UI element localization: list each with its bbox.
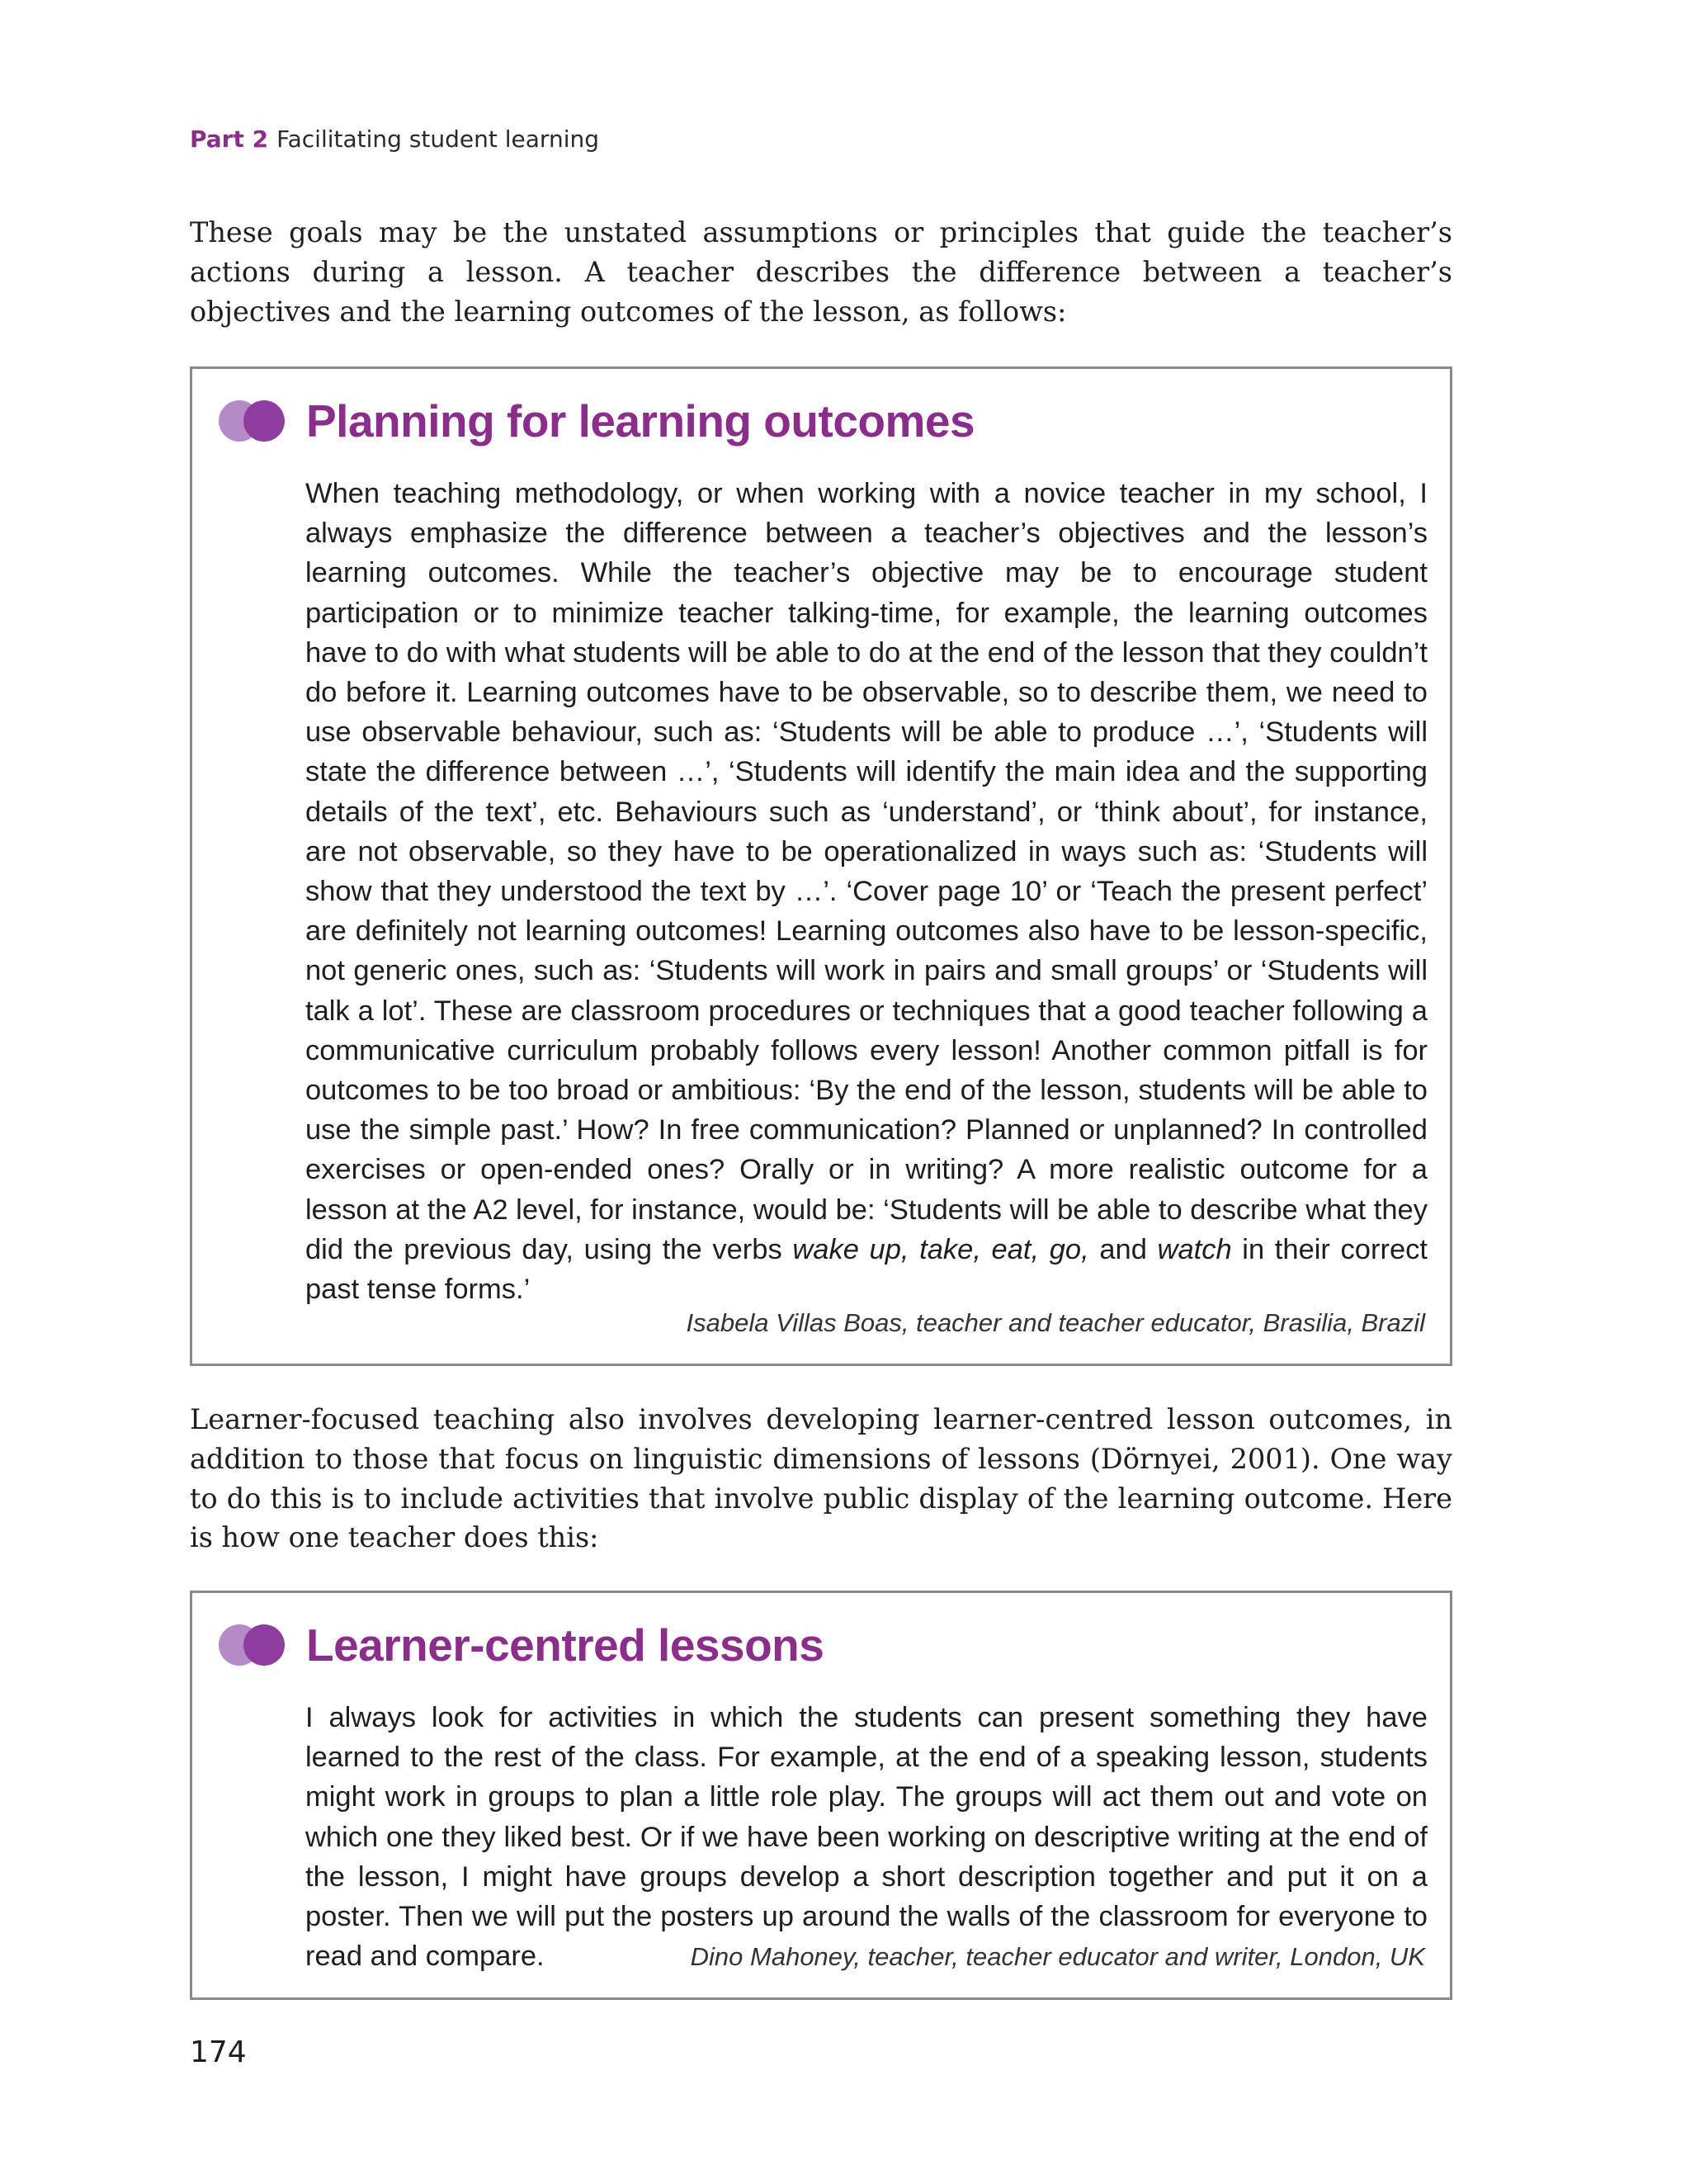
double-circle-icon bbox=[219, 400, 286, 442]
double-circle-icon bbox=[219, 1624, 286, 1666]
learner-centred-box bbox=[190, 1591, 1452, 2000]
part-label: Part 2 bbox=[190, 125, 269, 153]
italic-watch: watch bbox=[1157, 1233, 1232, 1265]
page-number: 174 bbox=[190, 2035, 247, 2069]
quote-text-main: When teaching methodology, or when working with a novice teacher in my school, I always emphasize the difference between a teacher’s objectives and the lesson’s learning outcomes. While the teacher’s objective may be to encourage student participation or to minimize teacher talking-time, for example, the learning outcomes have to do with what students will be able to do at the end of the lesson that they couldn’t do before it. Learning outcomes have to be observable, so to describe them, we need to use observable behaviour, such as: ‘Students will be able to produce …’, ‘Students will state the difference between …’, ‘Students will identify the main idea and the supporting details of the text’, etc. Behaviours such as ‘understand’, or ‘think about’, for instance, are not observable, so they have to be operationalized in ways such as: ‘Students will show that they understood the text by …’. ‘Cover page 10’ or ‘Teach the present perfect’ are definitely not learning outcomes! Learning outcomes also have to be lesson-specific, not generic ones, such as: ‘Students will work in pairs and small groups’ or ‘Students will talk a lot’. These are classroom procedures or techniques that a good teacher following a communicative curriculum probably follows every lesson! Another common pitfall is for outcomes to be too broad or ambitious: ‘By the end of the lesson, students will be able to use the simple past.’ How? In free communication? Planned or unplanned? In controlled exercises or open-ended ones? Orally or in writing? A more realistic outcome for a lesson at the A2 level, for instance, would be: ‘Students will be able to describe what they did the previous day, using the verbs bbox=[305, 478, 1428, 1265]
section-title: Facilitating student learning bbox=[276, 125, 599, 153]
box-title-row bbox=[219, 392, 975, 450]
intro-paragraph: These goals may be the unstated assumptions or principles that guide the teacher’s actions during a lesson. A teacher describes the difference between a teacher’s objectives and the learning outcomes of the lesson, as follows: bbox=[190, 216, 1452, 328]
planning-outcomes-box bbox=[190, 366, 1452, 1366]
quote-attribution: Isabela Villas Boas, teacher and teacher educator, Brasilia, Brazil bbox=[686, 1308, 1425, 1337]
box-title: Learner-centred lessons bbox=[306, 1619, 824, 1671]
box-title: Planning for learning outcomes bbox=[306, 395, 975, 447]
box-title-row bbox=[219, 1616, 824, 1674]
running-header bbox=[190, 125, 599, 153]
learner-focused-paragraph: Learner-focused teaching also involves developing learner-centred lesson outcomes, in addition to those that focus on linguistic dimensions of lessons (Dörnyei, 2001). One way to do this is to include activities that involve public display of the learning outcome. Here is how one teacher does this: bbox=[190, 1403, 1452, 1554]
quote-text-end: in their correct past tense forms.’ bbox=[305, 1233, 1428, 1306]
quote-text bbox=[305, 474, 1428, 1309]
quote-attribution: Dino Mahoney, teacher, teacher educator and writer, London, UK bbox=[690, 1942, 1425, 1971]
quote-text: I always look for activities in which the students can present something they have learned to the rest of the class. For example, at the end of a speaking lesson, students might work in groups to plan a little role play. The groups will act them out and vote on which one they liked best. Or if we have been working on descriptive writing at the end of the lesson, I might have groups develop a short description together and put it on a poster. Then we will put the posters up around the walls of the classroom for everyone to read and compare. bbox=[305, 1702, 1428, 1973]
quote-text-and: and bbox=[1088, 1233, 1158, 1265]
italic-verbs: wake up, take, eat, go, bbox=[792, 1233, 1089, 1265]
